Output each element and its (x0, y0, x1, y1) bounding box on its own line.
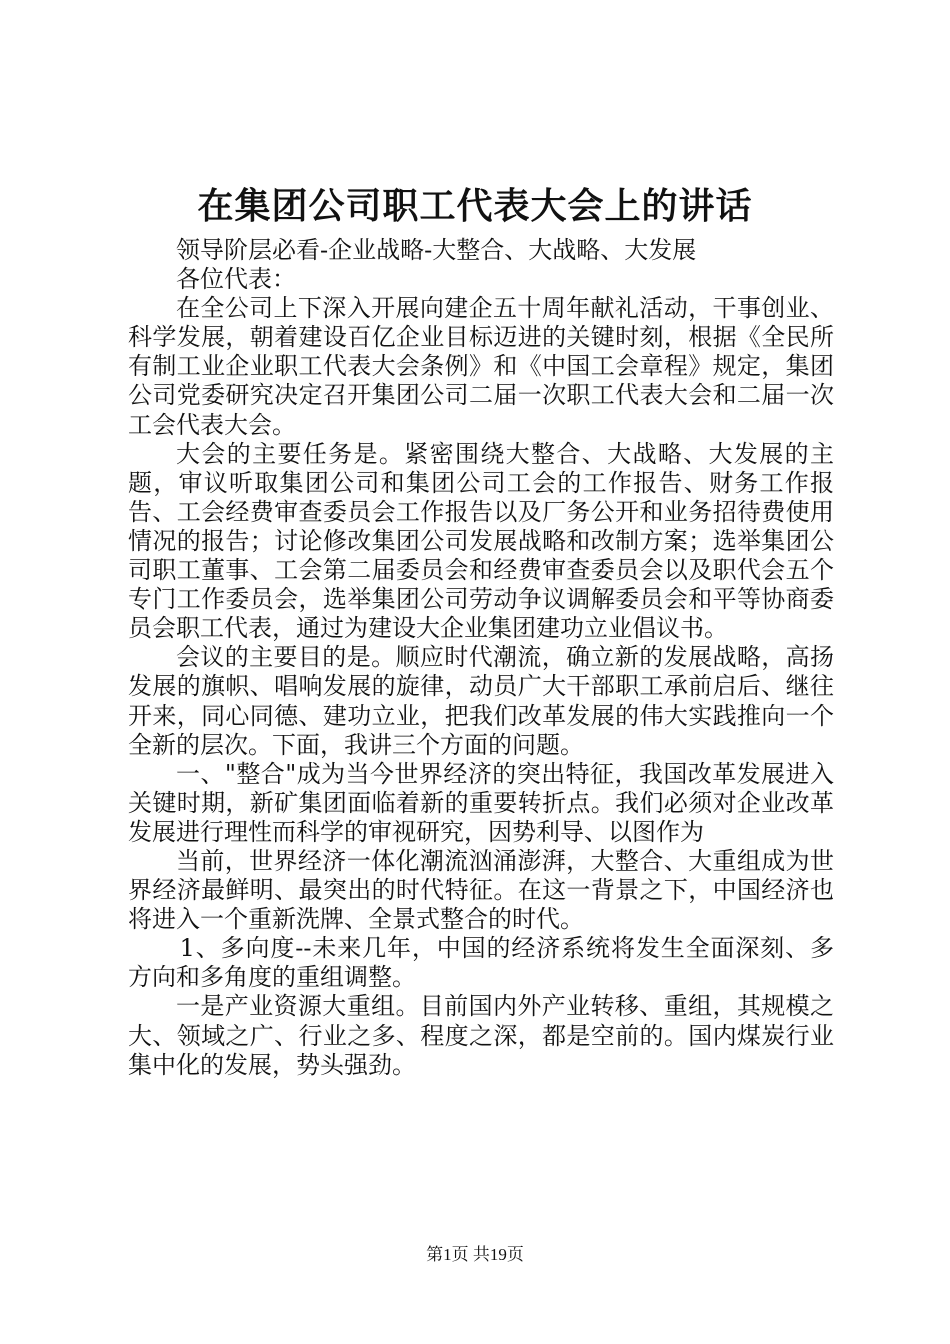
subtitle-paragraph: 领导阶层必看-企业战略-大整合、大战略、大发展 (176, 236, 697, 264)
page-number-footer: 第1页 共19页 (426, 1245, 524, 1264)
body-paragraph: 一是产业资源大重组。目前国内外产业转移、重组，其规模之大、领域之广、行业之多、程度之深，都是空前的。国内煤炭行业集中化的发展，势头强劲。 (128, 992, 834, 1079)
list-item-paragraph: 1、多向度--未来几年，中国的经济系统将发生全面深刻、多方向和多角度的重组调整。 (128, 934, 834, 992)
body-paragraph: 当前，世界经济一体化潮流汹涌澎湃，大整合、大重组成为世界经济最鲜明、最突出的时代特征。在这一背景之下，中国经济也将进入一个重新洗牌、全景式整合的时代。 (128, 846, 834, 934)
document-body (128, 236, 834, 1080)
document-title: 在集团公司职工代表大会上的讲话 (197, 186, 753, 227)
body-paragraph: 大会的主要任务是。紧密围绕大整合、大战略、大发展的主题，审议听取集团公司和集团公司工会的工作报告、财务工作报告、工会经费审查委员会工作报告以及厂务公开和业务招待费使用情况的报告；讨论修改集团公司发展战略和改制方案；选举集团公司职工董事、工会第二届委员会和经费审查委员会以及职代会五个专门工作委员会，选举集团公司劳动争议调解委员会和平等协商委员会职工代表，通过为建设大企业集团建功立业倡议书。 (128, 439, 834, 643)
salutation-paragraph: 各位代表： (176, 265, 296, 294)
body-paragraph: 在全公司上下深入开展向建企五十周年献礼活动，干事创业、科学发展，朝着建设百亿企业目标迈进的关键时刻，根据《全民所有制工业企业职工代表大会条例》和《中国工会章程》规定，集团公司党委研究决定召开集团公司二届一次职工代表大会和二届一次工会代表大会。 (128, 294, 834, 439)
body-paragraph: 会议的主要目的是。顺应时代潮流，确立新的发展战略，高扬发展的旗帜、唱响发展的旋律，动员广大干部职工承前启后、继往开来，同心同德、建功立业，把我们改革发展的伟大实践推向一个全新的层次。下面，我讲三个方面的问题。 (128, 643, 834, 759)
section-heading-paragraph: 一、"整合"成为当今世界经济的突出特征，我国改革发展进入关键时期，新矿集团面临着新的重要转折点。我们必须对企业改革发展进行理性而科学的审视研究，因势利导、以图作为 (128, 759, 834, 846)
